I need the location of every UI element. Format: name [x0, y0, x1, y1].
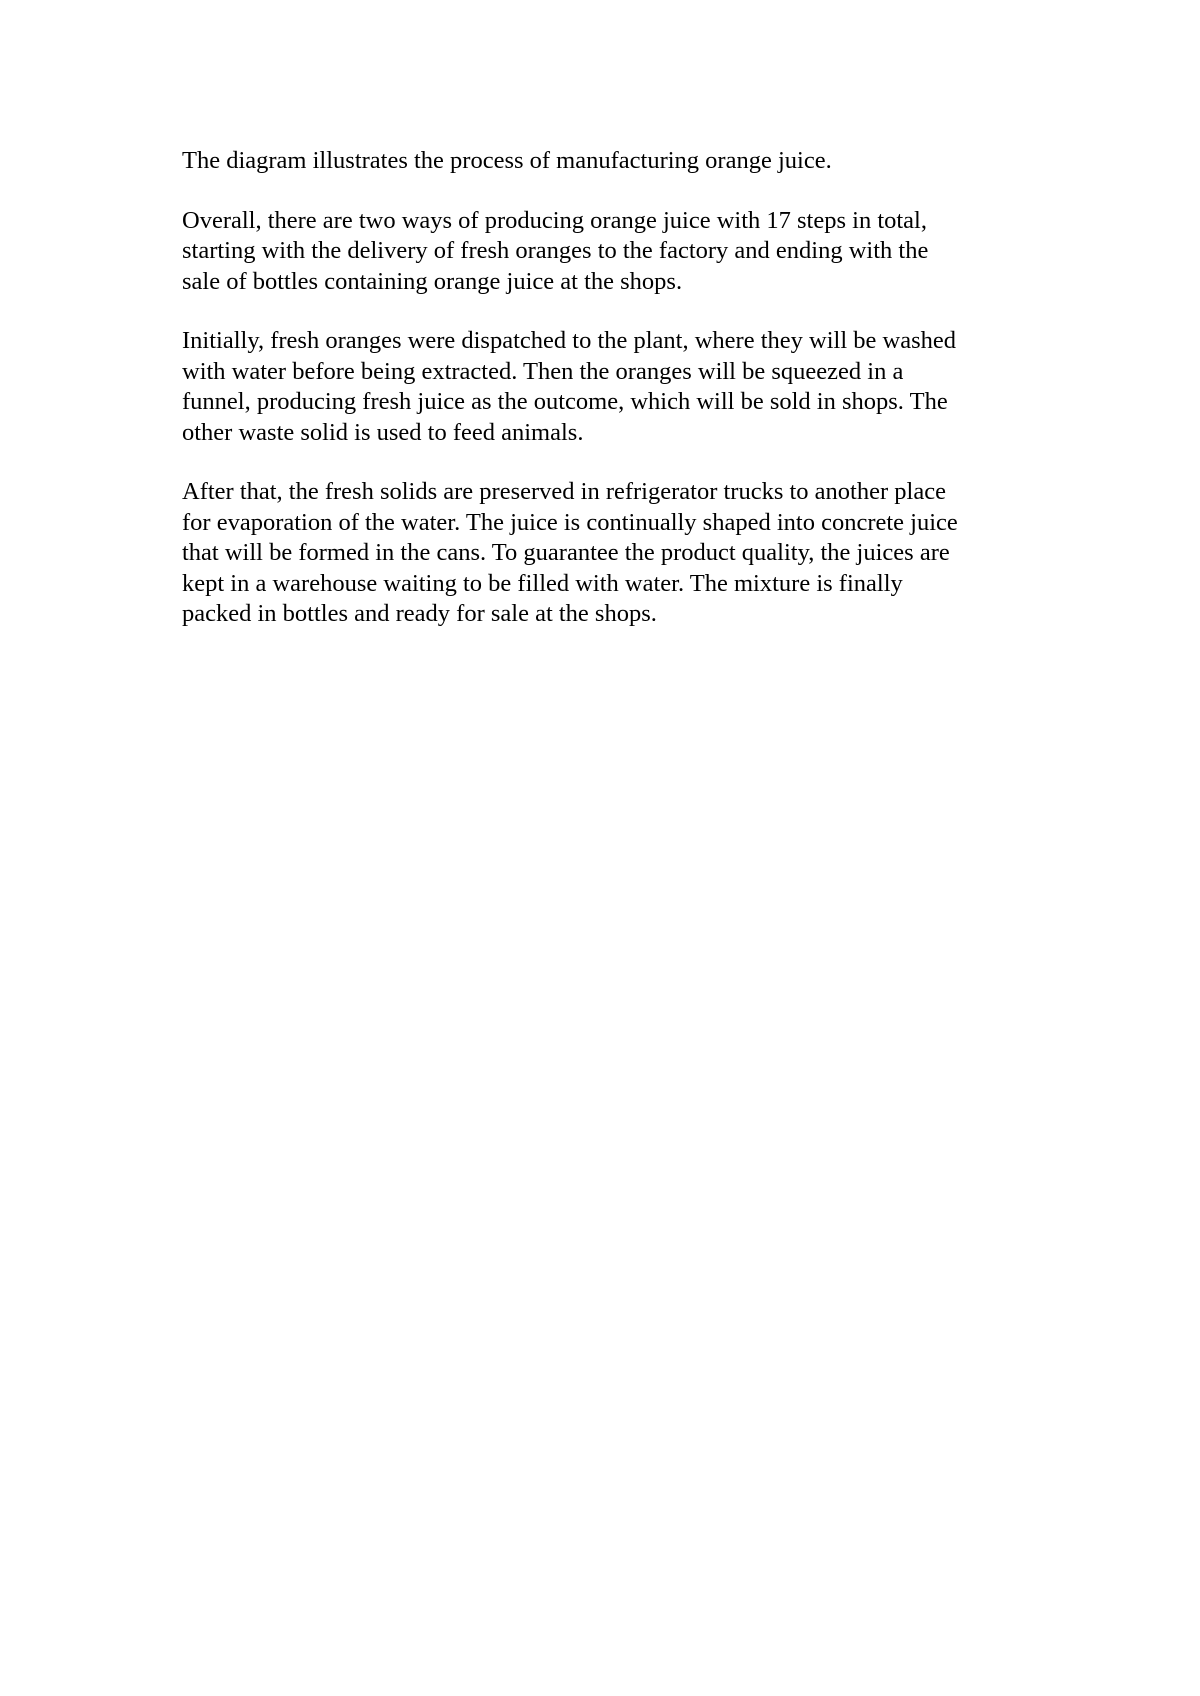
text-line: sale of bottles containing orange juice at the shops. — [182, 267, 683, 295]
text-line: with water before being extracted. Then the oranges will be squeezed in a — [182, 357, 904, 385]
text-line: funnel, producing fresh juice as the outcome, which will be sold in shops. The — [182, 388, 948, 415]
text-line: kept in a warehouse waiting to be filled with water. The mixture is finally — [182, 569, 903, 597]
text-line: After that, the fresh solids are preserved in refrigerator trucks to another place — [182, 478, 946, 505]
essay-body — [182, 146, 1042, 659]
text-line: The diagram illustrates the process of manufacturing orange juice. — [182, 147, 832, 174]
text-line: Initially, fresh oranges were dispatched to the plant, where they will be washed — [182, 327, 956, 354]
paragraph-body-2 — [182, 477, 1042, 630]
text-line: that will be formed in the cans. To guarantee the product quality, the juices are — [182, 539, 950, 566]
text-line: packed in bottles and ready for sale at the shops. — [182, 600, 657, 627]
text-line: starting with the delivery of fresh oranges to the factory and ending with the — [182, 237, 929, 264]
paragraph-body-1 — [182, 326, 1042, 448]
paragraph-intro — [182, 146, 1042, 177]
text-line: for evaporation of the water. The juice is continually shaped into concrete juice — [182, 508, 958, 536]
text-line: Overall, there are two ways of producing orange juice with 17 steps in total, — [182, 206, 927, 234]
paragraph-overview — [182, 206, 1042, 298]
text-line: other waste solid is used to feed animals. — [182, 418, 584, 446]
